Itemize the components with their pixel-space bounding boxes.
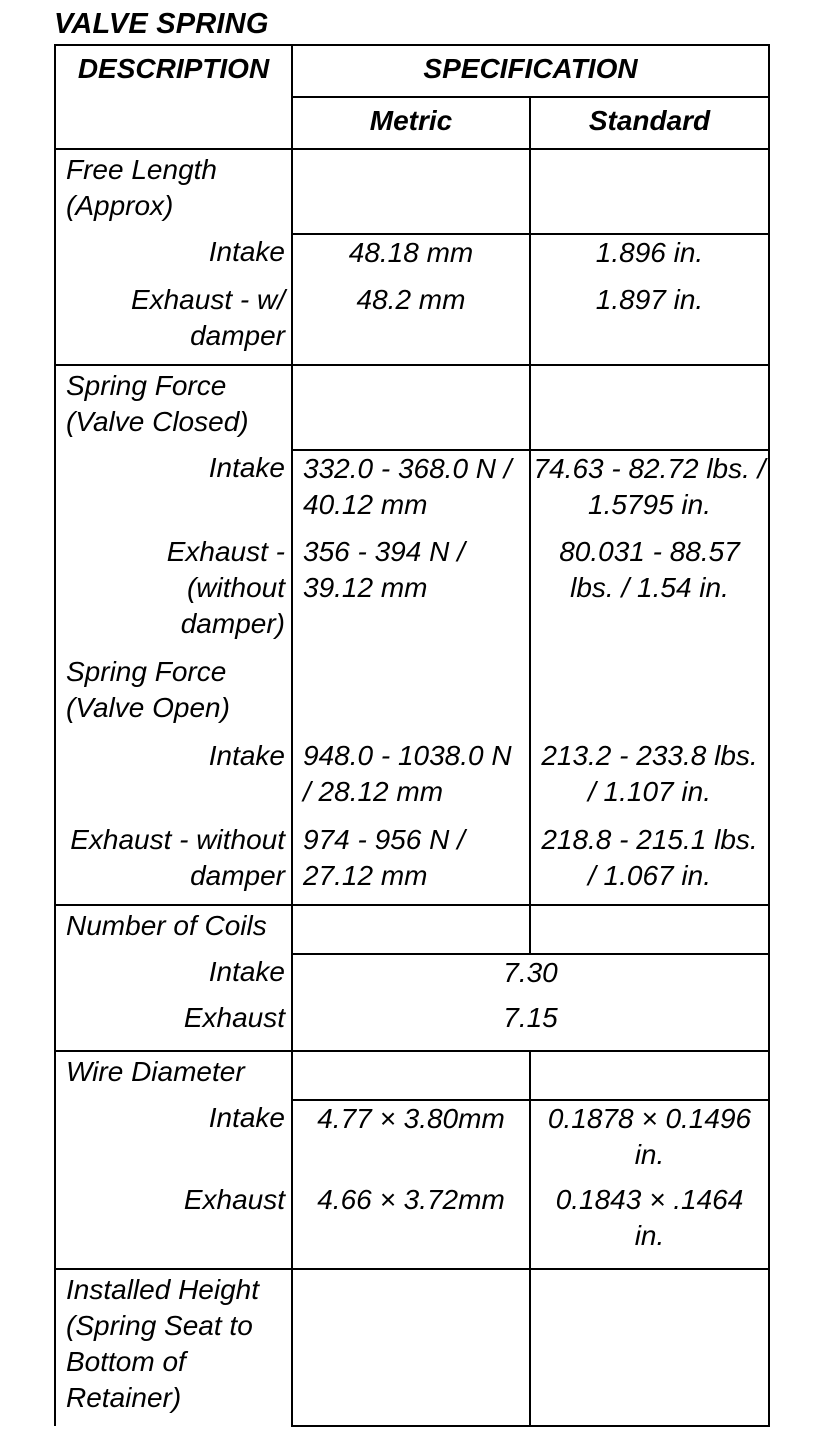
spring-force-open-standard-empty [530,652,769,738]
coils-row [55,905,769,954]
spring-force-closed-metric-empty [292,365,530,450]
free-length-intake-row [55,234,769,282]
spring-force-closed-label: Spring Force (Valve Closed) [55,365,292,450]
free-length-row [55,149,769,234]
installed-height-standard-empty [530,1269,769,1426]
coils-label: Number of Coils [55,905,292,954]
free-length-intake-standard: 1.896 in. [530,234,769,282]
spring-force-open-intake-standard: 213.2 - 233.8 lbs. / 1.107 in. [530,738,769,822]
coils-intake-row [55,954,769,1000]
installed-height-metric-empty [292,1269,530,1426]
standard-header: Standard [530,97,769,149]
valve-spring-spec-table [54,44,770,1427]
spring-force-open-exhaust-label: Exhaust - without damper [55,822,292,905]
coils-exhaust-label: Exhaust [55,1000,292,1051]
spring-force-open-intake-row [55,738,769,822]
spring-force-closed-intake-metric: 332.0 - 368.0 N / 40.12 mm [292,450,530,534]
spring-force-open-exhaust-row [55,822,769,905]
free-length-exhaust-metric: 48.2 mm [292,282,530,365]
wire-diameter-exhaust-row [55,1182,769,1269]
wire-diameter-label: Wire Diameter [55,1051,292,1100]
wire-diameter-metric-empty [292,1051,530,1100]
installed-height-label: Installed Height (Spring Seat to Bottom of Retainer) [55,1269,292,1426]
wire-diameter-intake-row [55,1100,769,1182]
wire-diameter-standard-empty [530,1051,769,1100]
header-row-1 [55,45,769,97]
coils-intake-label: Intake [55,954,292,1000]
free-length-intake-label: Intake [55,234,292,282]
free-length-intake-metric: 48.18 mm [292,234,530,282]
coils-exhaust-row [55,1000,769,1051]
spring-force-closed-exhaust-label: Exhaust - (without damper) [55,534,292,652]
spring-force-closed-row [55,365,769,450]
coils-metric-empty [292,905,530,954]
spring-force-closed-intake-label: Intake [55,450,292,534]
spring-force-closed-standard-empty [530,365,769,450]
coils-standard-empty [530,905,769,954]
free-length-standard-empty [530,149,769,234]
spring-force-open-exhaust-standard: 218.8 - 215.1 lbs. / 1.067 in. [530,822,769,905]
wire-diameter-intake-metric: 4.77 × 3.80mm [292,1100,530,1182]
metric-header: Metric [292,97,530,149]
free-length-label: Free Length (Approx) [55,149,292,234]
spring-force-closed-exhaust-standard: 80.031 - 88.57 lbs. / 1.54 in. [530,534,769,652]
coils-exhaust-value: 7.15 [292,1000,769,1051]
spring-force-open-label: Spring Force (Valve Open) [55,652,292,738]
spring-force-closed-intake-row [55,450,769,534]
free-length-exhaust-row [55,282,769,365]
installed-height-row [55,1269,769,1426]
wire-diameter-row [55,1051,769,1100]
spring-force-open-exhaust-metric: 974 - 956 N / 27.12 mm [292,822,530,905]
free-length-exhaust-label: Exhaust - w/ damper [55,282,292,365]
wire-diameter-exhaust-label: Exhaust [55,1182,292,1269]
spring-force-open-row [55,652,769,738]
specification-header: SPECIFICATION [292,45,769,97]
spring-force-open-metric-empty [292,652,530,738]
free-length-metric-empty [292,149,530,234]
free-length-exhaust-standard: 1.897 in. [530,282,769,365]
wire-diameter-intake-label: Intake [55,1100,292,1182]
document-title: VALVE SPRING [54,8,269,40]
spring-force-closed-exhaust-metric: 356 - 394 N / 39.12 mm [292,534,530,652]
wire-diameter-exhaust-standard: 0.1843 × .1464 in. [530,1182,769,1269]
spring-force-open-intake-label: Intake [55,738,292,822]
spring-force-closed-intake-standard: 74.63 - 82.72 lbs. / 1.5795 in. [530,450,769,534]
spring-force-closed-exhaust-row [55,534,769,652]
wire-diameter-intake-standard: 0.1878 × 0.1496 in. [530,1100,769,1182]
wire-diameter-exhaust-metric: 4.66 × 3.72mm [292,1182,530,1269]
coils-intake-value: 7.30 [292,954,769,1000]
description-header: DESCRIPTION [55,45,292,149]
spring-force-open-intake-metric: 948.0 - 1038.0 N / 28.12 mm [292,738,530,822]
